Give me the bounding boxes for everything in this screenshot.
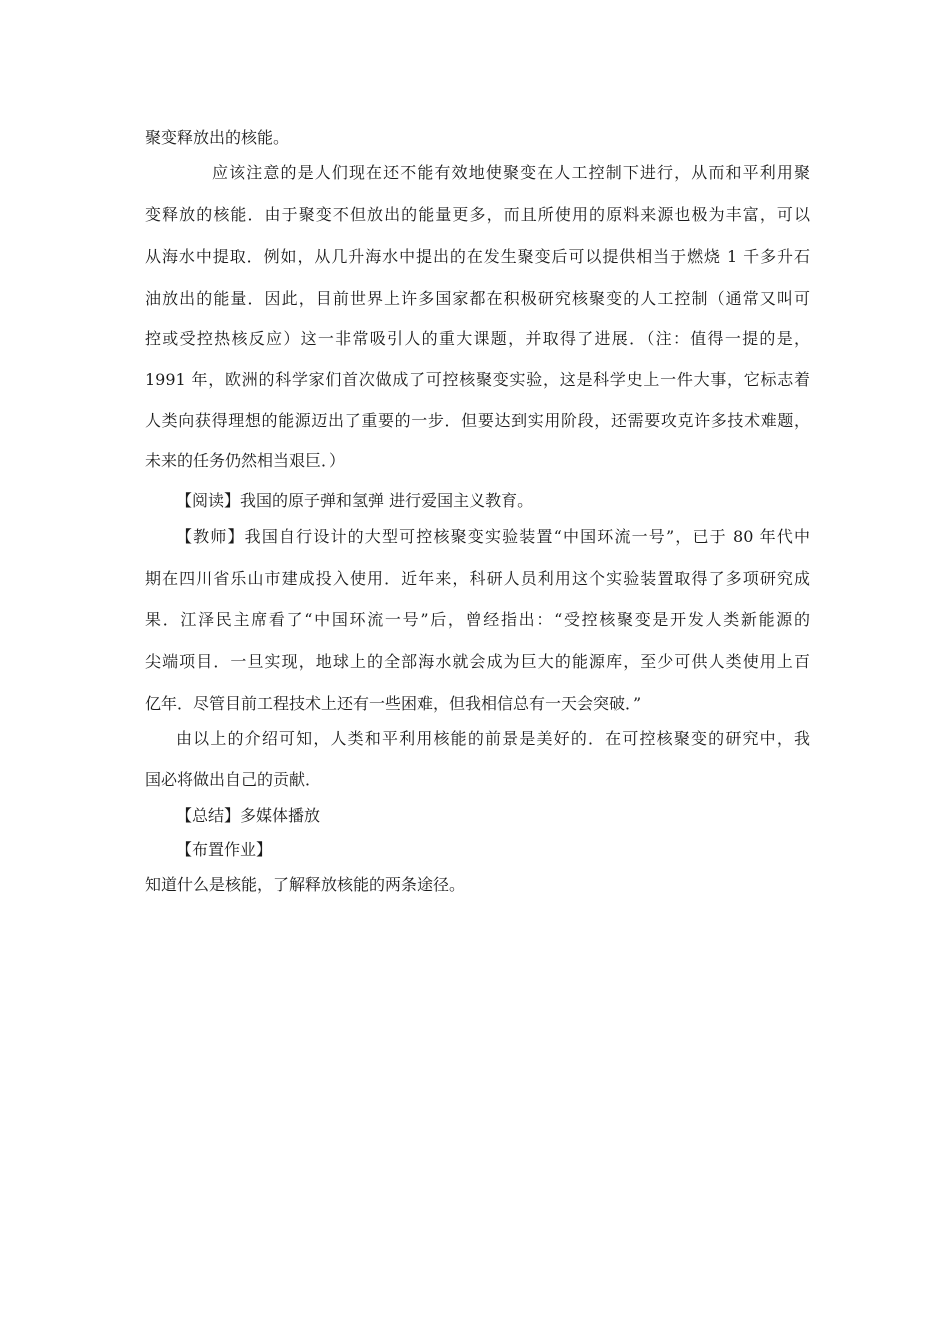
- homework-text: 知道什么是核能，了解释放核能的两条途径。: [145, 875, 466, 894]
- section-summary: 【总结】多媒体播放: [176, 806, 321, 825]
- text-line: 由以上的介绍可知，人类和平利用核能的前景是美好的．在可控核聚变的研究中，我: [176, 729, 810, 748]
- text-line: 1991 年，欧洲的科学家们首次做成了可控核聚变实验，这是科学史上一件大事，它标志着: [145, 370, 810, 389]
- text-line: 聚变释放出的核能。: [145, 128, 290, 147]
- text-line: 应该注意的是人们现在还不能有效地使聚变在人工控制下进行，从而和平利用聚: [212, 163, 810, 182]
- text-line: 期在四川省乐山市建成投入使用．近年来，科研人员利用这个实验装置取得了多项研究成: [145, 569, 810, 588]
- section-teacher: 【教师】我国自行设计的大型可控核聚变实验装置“中国环流一号”，已于 80 年代中: [176, 527, 810, 546]
- text-line: 控或受控热核反应）这一非常吸引人的重大课题，并取得了进展．（注：值得一提的是，: [145, 329, 810, 348]
- section-homework: 【布置作业】: [176, 840, 273, 859]
- text-line: 变释放的核能．由于聚变不但放出的能量更多，而且所使用的原料来源也极为丰富，可以: [145, 205, 810, 224]
- text-line: 果．江泽民主席看了“中国环流一号”后，曾经指出：“受控核聚变是开发人类新能源的: [145, 610, 810, 629]
- text-line: 从海水中提取．例如，从几升海水中提出的在发生聚变后可以提供相当于燃烧 1 千多升石: [145, 247, 810, 266]
- text-line: 油放出的能量．因此，目前世界上许多国家都在积极研究核聚变的人工控制（通常又叫可: [145, 289, 810, 308]
- text-line: 亿年．尽管目前工程技术上还有一些困难，但我相信总有一天会突破．”: [145, 694, 642, 713]
- text-line: 尖端项目．一旦实现，地球上的全部海水就会成为巨大的能源库，至少可供人类使用上百: [145, 652, 810, 671]
- text-line: 人类向获得理想的能源迈出了重要的一步．但要达到实用阶段，还需要攻克许多技术难题，: [145, 411, 810, 430]
- text-line: 国必将做出自己的贡献．: [145, 770, 322, 789]
- section-reading: 【阅读】我国的原子弹和氢弹 进行爱国主义教育。: [176, 491, 534, 510]
- text-line: 未来的任务仍然相当艰巨．）: [145, 451, 346, 470]
